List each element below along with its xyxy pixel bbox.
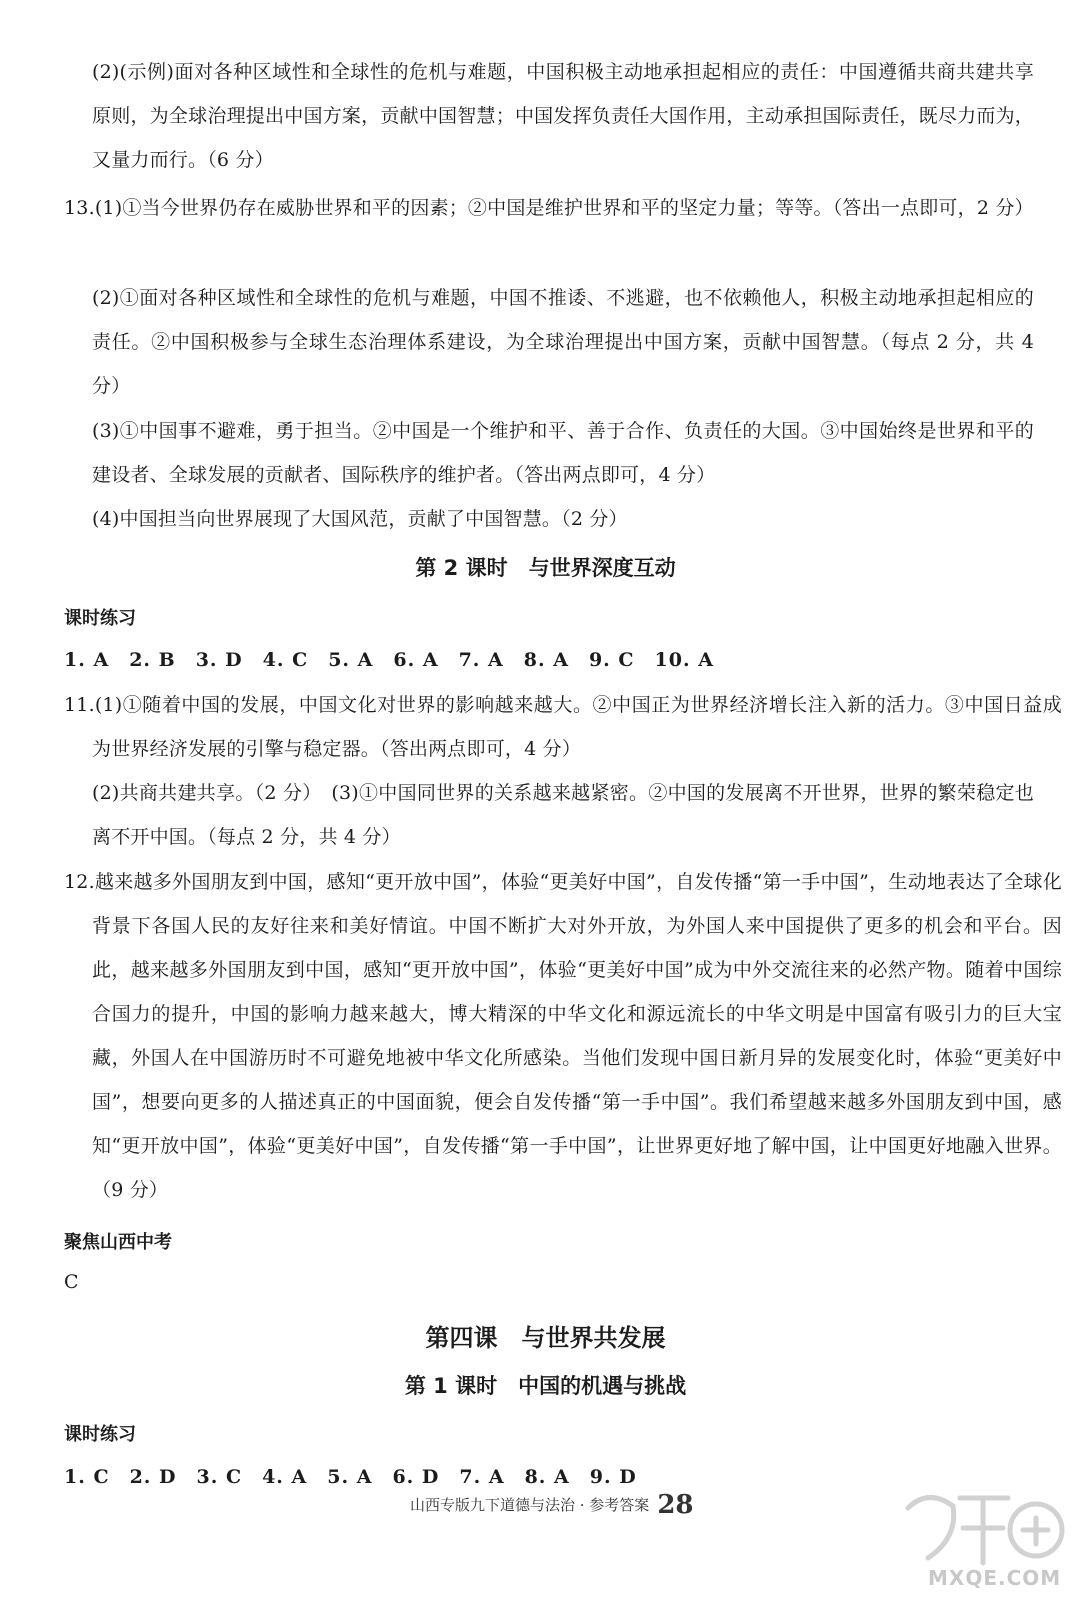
answer-12-part-2: (2)(示例)面对各种区域性和全球性的危机与难题，中国积极主动地承担起相应的责任：中国遵循共商共建共享原则，为全球治理提出中国方案，贡献中国智慧；中国发挥负责任大国作用，主动承担国际责任，既尽力而为，又量力而行。（6 分）: [92, 61, 1034, 171]
chapter-title: 第四课 与世界共发展: [425, 1324, 666, 1352]
practice-heading: 课时练习: [64, 608, 136, 629]
answer-12: 12.越来越多外国朋友到中国，感知“更开放中国”，体验“更美好中国”，自发传播“第一手中国”，生动地表达了全球化背景下各国人民的友好往来和美好情谊。中国不断扩大对外开放，为外国人来中国提供了更多的机会和平台。因此，越来越多外国朋友到中国，感知“更开放中国”，体验“更美好中国”成为中外交流往来的必然产物。随着中国综合国力的提升，中国的影响力越来越大，博大精深的中华文化和源远流长的中华文明是中国富有吸引力的巨大宝藏，外国人在中国游历时不可避免地被中华文化所感染。当他们发现中国日新月异的发展变化时，体验“更美好中国”，想要向更多的人描述真正的中国面貌，便会自发传播“第一手中国”。我们希望越来越多外国朋友到中国，感知“更开放中国”，体验“更美好中国”，自发传播“第一手中国”，让世界更好地了解中国，让中国更好地融入世界。（9 分）: [64, 871, 1062, 1201]
focus-heading: 聚焦山西中考: [64, 1232, 172, 1253]
lesson-2-title: 第 2 课时 与世界深度互动: [415, 556, 676, 580]
watermark-url: MXQE.COM: [928, 1566, 1062, 1590]
answer-13-part-4: (4)中国担当向世界展现了大国风范，贡献了中国智慧。（2 分）: [92, 508, 628, 530]
answer-13-part-2: (2)①面对各种区域性和全球性的危机与难题，中国不推诿、不逃避，也不依赖他人，积极主动地承担起相应的责任。②中国积极参与全球生态治理体系建设，为全球治理提出中国方案，贡献中国智慧。（每点 2 分，共 4 分）: [92, 287, 1034, 397]
choice-answers-lesson-2: 1. A 2. B 3. D 4. C 5. A 6. A 7. A 8. A 9. C 10. A: [64, 649, 714, 671]
answer-11-part-2-3: (2)共商共建共享。（2 分） (3)①中国同世界的关系越来越紧密。②中国的发展离不开世界，世界的繁荣稳定也离不开中国。（每点 2 分，共 4 分）: [92, 782, 1034, 848]
answer-11-part-1: 11.(1)①随着中国的发展，中国文化对世界的影响越来越大。②中国正为世界经济增长注入新的活力。③中国日益成为世界经济发展的引擎与稳定器。（答出两点即可，4 分）: [64, 694, 1062, 760]
focus-answer: C: [64, 1271, 79, 1293]
lesson-1-title: 第 1 课时 中国的机遇与挑战: [404, 1374, 687, 1398]
practice-heading-2: 课时练习: [64, 1424, 136, 1445]
footer-text: 山西专版九下道德与法治 · 参考答案: [410, 1496, 650, 1514]
page-footer: [410, 1490, 694, 1520]
choice-answers-lesson-1: 1. C 2. D 3. C 4. A 5. A 6. D 7. A 8. A 9. D: [64, 1466, 637, 1488]
answer-13-part-1: 13.(1)①当今世界仍存在威胁世界和平的因素；②中国是维护世界和平的坚定力量；等等。（答出一点即可，2 分）: [64, 197, 1034, 219]
page-number: 28: [657, 1490, 694, 1520]
answer-13-part-3: (3)①中国事不避难，勇于担当。②中国是一个维护和平、善于合作、负责任的大国。③中国始终是世界和平的建设者、全球发展的贡献者、国际秩序的维护者。（答出两点即可，4 分）: [92, 420, 1034, 486]
